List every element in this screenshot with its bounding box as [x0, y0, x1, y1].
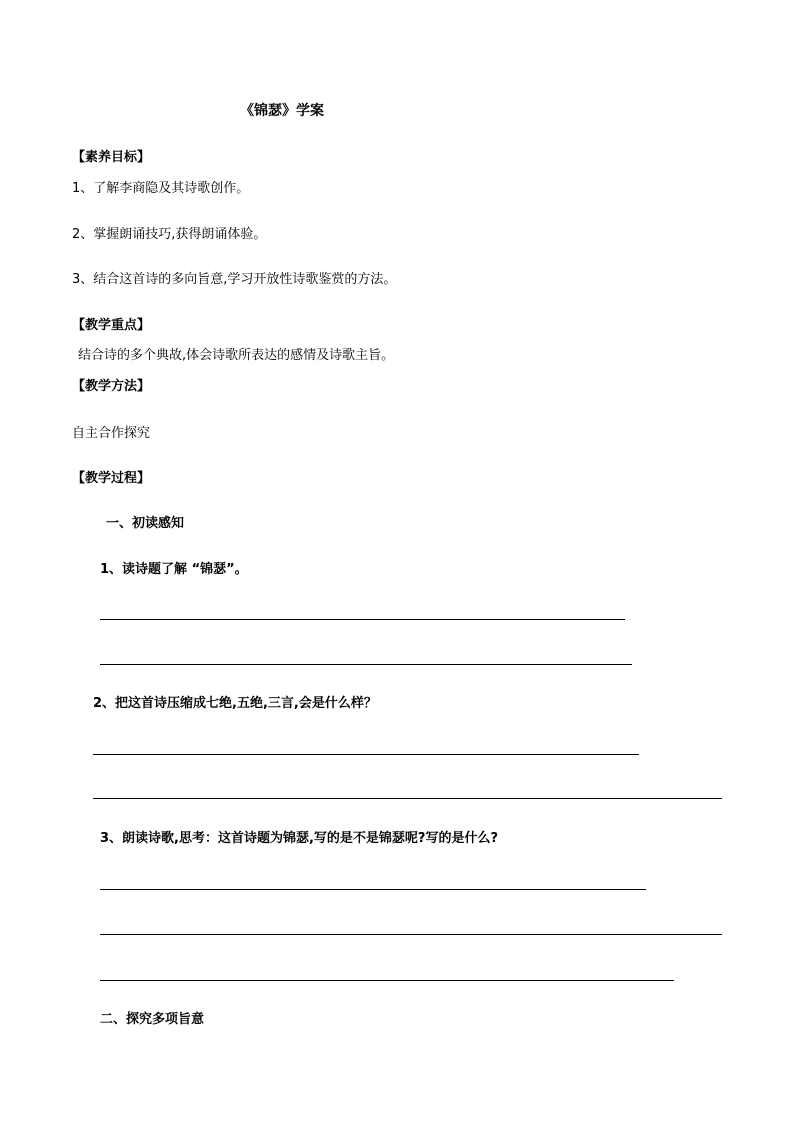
part-2-heading: 二、探究多项旨意	[100, 1012, 205, 1027]
answer-line	[100, 889, 646, 890]
answer-line	[100, 619, 625, 620]
goal-item-3: 3、结合这首诗的多向旨意,学习开放性诗歌鉴赏的方法。	[72, 272, 397, 287]
doc-title: 《锦瑟》学案	[240, 103, 324, 119]
heading-process: 【教学过程】	[72, 471, 151, 486]
answer-line	[100, 980, 674, 981]
heading-method: 【教学方法】	[72, 379, 151, 394]
answer-line	[93, 754, 639, 755]
question-2: 2、把这首诗压缩成七绝,五绝,三言,会是什么样？	[93, 696, 377, 711]
answer-line	[93, 798, 722, 799]
question-1: 1、读诗题了解 “锦瑟”。	[100, 562, 248, 577]
method-text: 自主合作探究	[72, 426, 151, 441]
goal-item-2: 2、掌握朗诵技巧,获得朗诵体验。	[72, 227, 267, 242]
answer-line	[100, 934, 722, 935]
answer-line	[100, 664, 632, 665]
focus-text: 结合诗的多个典故,体会诗歌所表达的感情及诗歌主旨。	[78, 348, 395, 363]
question-3: 3、朗读诗歌,思考：这首诗题为锦瑟,写的是不是锦瑟呢?写的是什么?	[100, 831, 499, 846]
heading-focus: 【教学重点】	[72, 318, 151, 333]
part-1-heading: 一、初读感知	[106, 516, 185, 531]
goal-item-1: 1、了解李商隐及其诗歌创作。	[72, 181, 250, 196]
heading-goals: 【素养目标】	[72, 150, 151, 165]
